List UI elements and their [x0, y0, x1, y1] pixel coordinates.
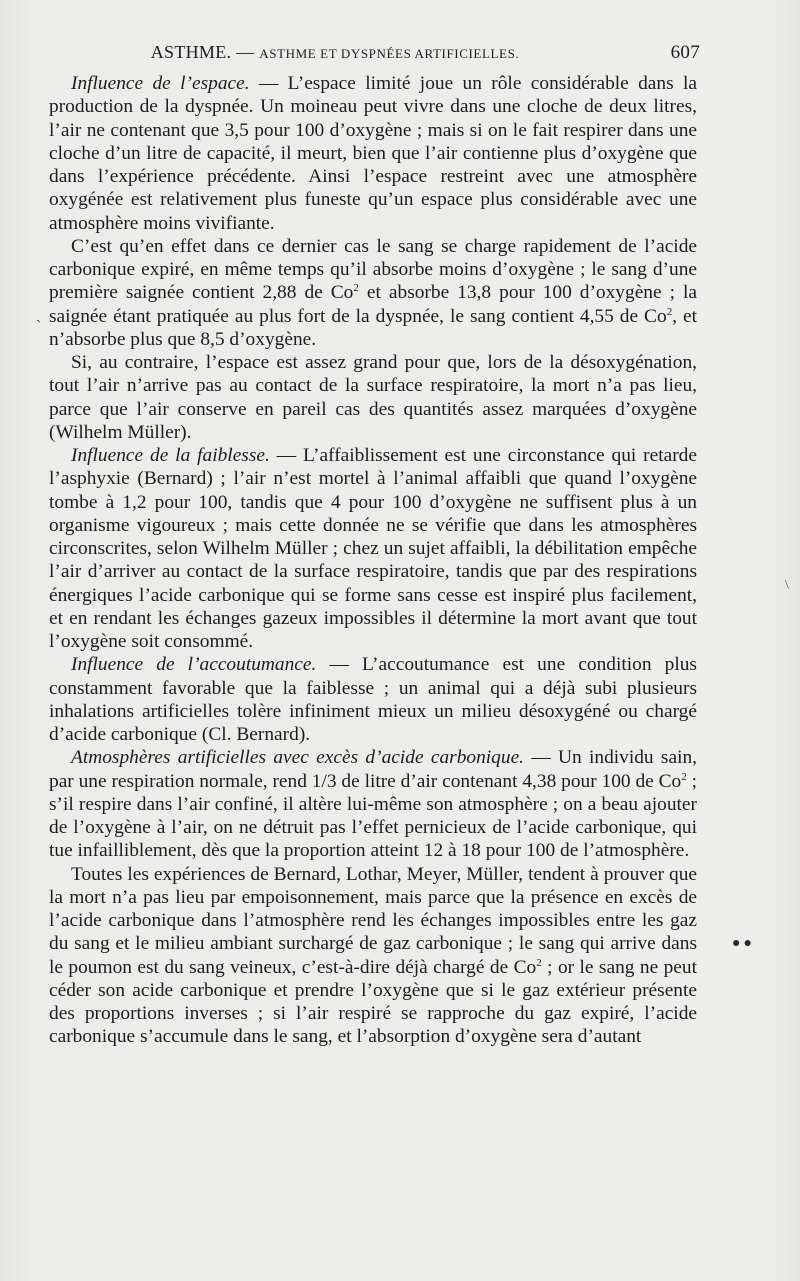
section-heading: Atmosphères artificielles avec excès d’acide carbonique. — [71, 747, 525, 769]
margin-marks: ●● — [732, 936, 755, 951]
running-title — [50, 42, 620, 63]
header-title: ASTHME. — [150, 42, 232, 62]
running-header — [50, 42, 700, 70]
superscript: 2 — [666, 305, 673, 318]
superscript: 2 — [353, 282, 359, 295]
paragraph — [49, 444, 697, 653]
text-segment: — L’espace limité joue un rôle considérable dans la production de la dyspnée. Un moineau peut vivre dans une cloche de deux litres, l’air ne contenant que 3,5 pour 100 d’oxygène ; mais si on le fait respirer dans une cloche d’un litre de capacité, il meurt, bien que l’air contienne plus d’oxygène que dans l’expérience précédente. Ainsi l’espace restreint avec une atmosphère oxygénée est relativement plus funeste qu’un espace plus considérable avec une atmosphère moins vivifiante. — [49, 73, 697, 234]
text-segment: — L’affaiblissement est une circonstance qui retarde l’asphyxie (Bernard) ; l’air n’est mortel à l’animal affaibli que quand l’oxygène tombe à 1,2 pour 100, tandis que 4 pour 100 d’oxygène ne suffisent plus à un organisme vigoureux ; mais cette donnée ne se vérifie que dans les atmosphères circonscrites, selon Wilhelm Müller ; chez un sujet affaibli, la débilitation empêche l’air d’arriver au contact de la surface respiratoire, tandis que par des respirations énergiques l’acide carbonique qui se forme sans cesse est inspiré plus facilement, et en rendant les échanges gazeux impossibles il détermine la mort avant que tout l’oxygène soit consommé. — [49, 445, 697, 652]
stray-mark-left: ` — [36, 318, 42, 335]
body-text — [49, 72, 697, 1049]
section-heading: Influence de l’accoutumance. — [71, 654, 317, 676]
paragraph — [49, 653, 697, 746]
header-dash: — — [236, 42, 255, 62]
stray-mark-right: \ — [785, 578, 789, 593]
text-segment: — L’accoutumance est une condition plus constamment favorable que la faiblesse ; un animal qui a déjà subi plusieurs inhalations artificielles tolère infiniment mieux un milieu désoxygéné ou chargé d’acide carbonique (Cl. Bernard). — [49, 654, 697, 745]
header-subtitle: ASTHME ET DYSPNÉES ARTIFICIELLES. — [259, 46, 520, 61]
text-segment: Si, au contraire, l’espace est assez grand pour que, lors de la désoxygénation, tout l’air n’arrive pas au contact de la surface respiratoire, la mort n’a pas lieu, parce que l’air conserve en pareil cas des quantités assez marquées d’oxygène (Wilhelm Müller). — [49, 352, 697, 443]
paragraph — [49, 746, 697, 862]
text-segment: et absorbe 13,8 pour 100 d’oxygène ; la saignée étant pratiquée au plus fort de la dyspnée, le sang contient 4,55 de Co — [49, 282, 697, 327]
text-segment: Toutes les expériences de Bernard, Lothar, Meyer, Müller, tendent à prouver que la mort n’a pas lieu par empoisonnement, mais parce que la présence en excès de l’acide carbonique dans l’atmosphère rend les échanges impossibles entre les gaz du sang et le milieu ambiant surchargé de gaz carbonique ; le sang qui arrive dans le poumon est du sang veineux, c’est-à-dire déjà chargé de Co — [49, 863, 697, 978]
page-number: 607 — [670, 42, 700, 63]
paragraph — [49, 863, 697, 1049]
text-segment: , et n’absorbe plus que 8,5 d’oxygène. — [49, 305, 697, 350]
paragraph — [49, 351, 697, 444]
text-segment: ; s’il respire dans l’air confiné, il altère lui-même son atmosphère ; on a beau ajouter de l’oxygène à l’air, on ne détruit pas l’effet pernicieux de l’acide carbonique, qui tue infailliblement, dès que la proportion atteint 12 à 18 pour 100 de l’atmosphère. — [49, 770, 697, 862]
section-heading: Influence de la faiblesse. — [71, 445, 270, 466]
paragraph — [49, 235, 697, 351]
paragraph — [49, 72, 697, 235]
section-heading: Influence de l’espace. — [71, 73, 250, 94]
superscript: 2 — [681, 770, 687, 783]
superscript: 2 — [536, 956, 542, 969]
text-segment: C’est qu’en effet dans ce dernier cas le sang se charge rapidement de l’acide carbonique expiré, en même temps qu’il absorbe moins d’oxygène ; le sang d’une première saignée contient 2,88 de Co — [49, 235, 697, 304]
text-segment: — Un individu sain, par une respiration normale, rend 1/3 de litre d’air contenant 4,38 pour 100 de Co — [49, 747, 698, 792]
text-segment: ; or le sang ne peut céder son acide carbonique et prendre l’oxygène que si le gaz extérieur présente des proportions inverses ; si l’air respiré se rapproche du gaz expiré, l’acide carbonique s’accumule dans le sang, et l’absorption d’oxygène sera d’autant — [49, 956, 697, 1048]
